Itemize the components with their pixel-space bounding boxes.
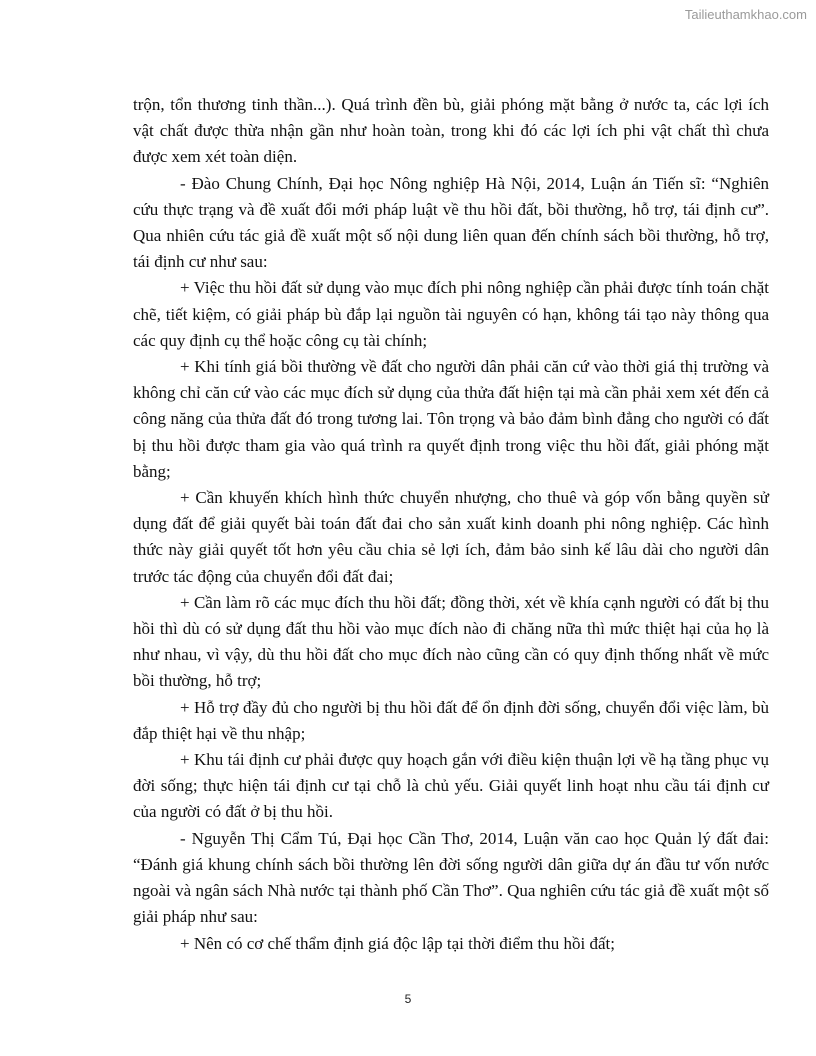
page-number: 5: [404, 992, 412, 1006]
paragraph-item-5: + Hỗ trợ đầy đủ cho người bị thu hồi đất để ổn định đời sống, chuyển đổi việc làm, bù đắp thiệt hại về thu nhập;: [133, 697, 769, 743]
paragraph-dao-chung-chinh: - Đào Chung Chính, Đại học Nông nghiệp Hà Nội, 2014, Luận án Tiến sĩ: “Nghiên cứu thực trạng và đề xuất đổi mới pháp luật về thu hồi đất, bồi thường, hỗ trợ, tái định cư”. Qua nhiên cứu tác giả đề xuất một số nội dung liên quan đến chính sách bồi thường, hỗ trợ, tái định cư như sau:: [133, 173, 769, 272]
document-body: [133, 92, 769, 957]
paragraph-item-2: + Khi tính giá bồi thường về đất cho người dân phải căn cứ vào thời giá thị trường và không chỉ căn cứ vào các mục đích sử dụng của thửa đất hiện tại mà cần phải xem xét đến cả công năng của thửa đất đó trong tương lai. Tôn trọng và bảo đảm bình đẳng cho người có đất bị thu hồi được tham gia vào quá trình ra quyết định trong việc thu hồi đất, giải phóng mặt bằng;: [133, 357, 769, 481]
paragraph-item-7: + Nên có cơ chế thẩm định giá độc lập tại thời điểm thu hồi đất;: [180, 933, 615, 953]
paragraph-item-4: + Cần làm rõ các mục đích thu hồi đất; đồng thời, xét về khía cạnh người có đất bị thu hồi thì dù có sử dụng đất thu hồi vào mục đích nào đi chăng nữa thì mức thiệt hại của họ là như nhau, vì vậy, dù thu hồi đất cho mục đích nào cũng cần có quy định thống nhất về mức bồi thường, hỗ trợ;: [133, 592, 769, 691]
watermark: Tailieuthamkhao.com: [684, 7, 807, 22]
paragraph-item-3: + Cần khuyến khích hình thức chuyển nhượng, cho thuê và góp vốn bằng quyền sử dụng đất để giải quyết bài toán đất đai cho sản xuất kinh doanh phi nông nghiệp. Các hình thức này giải quyết tốt hơn yêu cầu chia sẻ lợi ích, đảm bảo sinh kế lâu dài cho người dân trước tác động của chuyển đổi đất đai;: [133, 488, 769, 586]
paragraph-item-6: + Khu tái định cư phải được quy hoạch gắn với điều kiện thuận lợi về hạ tầng phục vụ đời sống; thực hiện tái định cư tại chỗ là chủ yếu. Giải quyết linh hoạt nhu cầu tái định cư của người có đất ở bị thu hồi.: [133, 750, 769, 822]
paragraph-item-1: + Việc thu hồi đất sử dụng vào mục đích phi nông nghiệp cần phải được tính toán chặt chẽ, tiết kiệm, có giải pháp bù đắp lại nguồn tài nguyên có hạn, không tái tạo này thông qua các quy định cụ thể hoặc công cụ tài chính;: [133, 278, 769, 350]
paragraph-continuation: trộn, tổn thương tinh thần...). Quá trình đền bù, giải phóng mặt bằng ở nước ta, các lợi ích vật chất được thừa nhận gần như hoàn toàn, trong khi đó các lợi ích phi vật chất thì chưa được xem xét toàn diện.: [133, 95, 769, 167]
paragraph-nguyen-thi-cam-tu: - Nguyễn Thị Cẩm Tú, Đại học Cần Thơ, 2014, Luận văn cao học Quản lý đất đai: “Đánh giá khung chính sách bồi thường lên đời sống người dân giữa dự án đầu tư vốn nước ngoài và ngân sách Nhà nước tại thành phố Cần Thơ”. Qua nghiên cứu tác giả đề xuất một số giải pháp như sau:: [133, 828, 769, 927]
